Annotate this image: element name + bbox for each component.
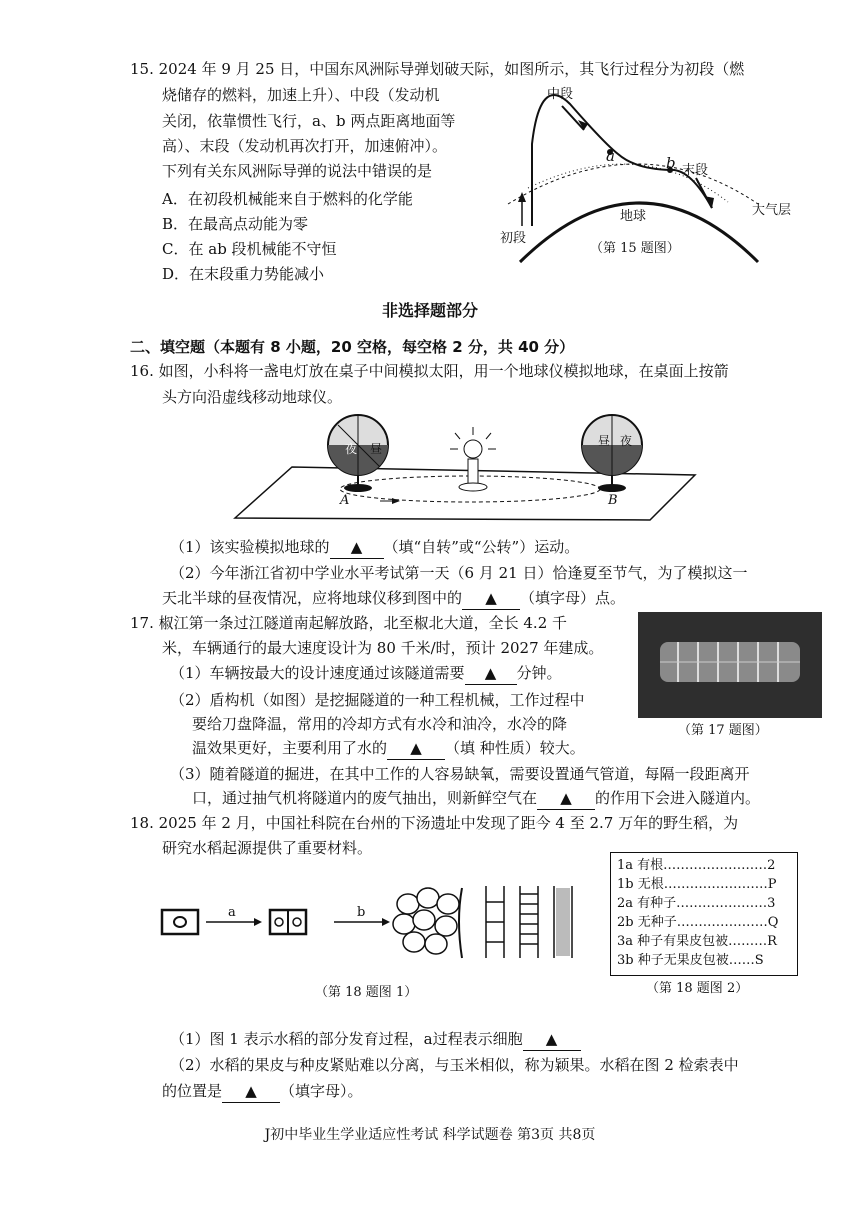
label-point-a: a [606, 147, 615, 165]
label-night-left: 夜 [345, 442, 358, 456]
label-atmosphere: 大气层 [752, 203, 792, 218]
missile-trajectory-figure [500, 84, 800, 264]
tunnel-boring-machine-photo [638, 612, 822, 718]
label-day-left: 昼 [370, 442, 383, 456]
q17-sub-2-l2: 要给刀盘降温，常用的冷却方式有水冷和油冷，水冷的降 [192, 715, 568, 733]
q18-blank-2[interactable]: ▲ [222, 1080, 280, 1103]
q15-option-c[interactable]: C．在 ab 段机械能不守恒 [162, 240, 337, 258]
q17-blank-1[interactable]: ▲ [465, 662, 517, 685]
q17-blank-3[interactable]: ▲ [537, 787, 595, 810]
q15-option-d[interactable]: D．在末段重力势能减小 [162, 265, 325, 283]
key-row: 2a 有种子…………………3 [617, 896, 776, 911]
page-footer: J初中毕业生学业适应性考试 科学试题卷 第3页 共8页 [264, 1127, 596, 1143]
q15-line-1: 15. 2024 年 9 月 25 日，中国东风洲际导弹划破天际，如图所示，其飞行过程分为初段（燃 [130, 60, 745, 78]
q18-sub-2: （2）水稻的果皮与种皮紧贴难以分离，与玉米相似，称为颖果。水稻在图 2 检索表中 [170, 1056, 739, 1074]
q16-sub-2-cont: 天北半球的昼夜情况，应将地球仪移到图中的 ▲ （填字母）点。 [162, 587, 625, 610]
q18-figure2-caption: （第 18 题图 2） [646, 981, 749, 996]
section-title: 非选择题部分 [381, 301, 478, 320]
key-row: 3a 种子有果皮包被………R [617, 934, 777, 949]
q16-sub-2: （2）今年浙江省初中学业水平考试第一天（6 月 21 日）恰逢夏至节气，为了模拟这一 [170, 564, 748, 582]
q17-sub-2-l3: 温效果更好，主要利用了水的 ▲ （填 种性质）较大。 [192, 737, 585, 760]
label-end-phase: 末段 [682, 163, 709, 178]
label-process-b: b [357, 905, 366, 920]
q18-figure1-caption: （第 18 题图 1） [315, 985, 418, 1000]
label-point-B: B [608, 493, 618, 508]
label-earth: 地球 [620, 209, 647, 224]
label-mid-phase: 中段 [547, 87, 574, 102]
q17-figure-caption: （第 17 题图） [678, 723, 768, 738]
label-process-a: a [228, 905, 236, 920]
label-initial-phase: 初段 [500, 231, 527, 246]
q17-line-1: 17. 椒江第一条过江隧道南起解放路，北至椒北大道，全长 4.2 千 [130, 614, 568, 632]
q16-blank-2[interactable]: ▲ [462, 587, 520, 610]
label-night-right: 夜 [620, 434, 633, 448]
q15-option-b[interactable]: B．在最高点动能为零 [162, 215, 309, 233]
q18-line-2: 研究水稻起源提供了重要材料。 [162, 839, 373, 857]
q15-line-3: 关闭，依靠惯性飞行，a、b 两点距离地面等 [162, 112, 456, 130]
q16-sub-1: （1）该实验模拟地球的 ▲ （填“自转”或“公转”）运动。 [170, 536, 579, 559]
label-day-right: 昼 [598, 434, 611, 448]
part-two-heading: 二、填空题（本题有 8 小题，20 空格，每空格 2 分，共 40 分） [130, 338, 575, 356]
q17-sub-1: （1）车辆按最大的设计速度通过该隧道需要 ▲ 分钟。 [170, 662, 562, 685]
key-row: 3b 种子无果皮包被……S [617, 953, 764, 968]
q18-sub-2-cont: 的位置是 ▲ （填字母）。 [162, 1080, 363, 1103]
q15-line-5: 下列有关东风洲际导弹的说法中错误的是 [162, 162, 433, 180]
q17-sub-2: （2）盾构机（如图）是挖掘隧道的一种工程机械，工作过程中 [170, 691, 585, 709]
q18-blank-1[interactable]: ▲ [523, 1028, 581, 1051]
q18-sub-1: （1）图 1 表示水稻的部分发育过程，a过程表示细胞 ▲ [170, 1028, 581, 1051]
q17-line-2: 米，车辆通行的最大速度设计为 80 千米/时，预计 2027 年建成。 [162, 639, 604, 657]
q16-line-2: 头方向沿虚线移动地球仪。 [162, 388, 343, 406]
label-point-A: A [340, 493, 350, 508]
key-row: 1b 无根……………………P [617, 877, 777, 892]
q17-blank-2[interactable]: ▲ [387, 737, 445, 760]
key-row: 2b 无种子…………………Q [617, 915, 779, 930]
q16-blank-1[interactable]: ▲ [330, 536, 384, 559]
dichotomous-key-table [610, 852, 798, 976]
q16-line-1: 16. 如图，小科将一盏电灯放在桌子中间模拟太阳，用一个地球仪模拟地球，在桌面上按箭 [130, 362, 729, 380]
q17-sub-3-l2: 口，通过抽气机将隧道内的废气抽出，则新鲜空气在 ▲ 的作用下会进入隧道内。 [192, 787, 760, 810]
key-row: 1a 有根……………………2 [617, 858, 776, 873]
q15-line-2: 烧储存的燃料，加速上升）、中段（发动机 [162, 86, 440, 104]
q15-figure-caption: （第 15 题图） [590, 241, 680, 256]
q18-line-1: 18. 2025 年 2 月，中国社科院在台州的下汤遗址中发现了距今 4 至 2.7 万年的野生稻，为 [130, 814, 739, 832]
q15-option-a[interactable]: A．在初段机械能来自于燃料的化学能 [162, 190, 413, 208]
q17-sub-3: （3）随着隧道的掘进，在其中工作的人容易缺氧，需要设置通气管道，每隔一段距离开 [170, 765, 750, 783]
cell-development-figure [158, 880, 588, 960]
label-point-b: b [666, 154, 676, 172]
q15-line-4: 高）、末段（发动机再次打开，加速俯冲）。 [162, 137, 448, 155]
